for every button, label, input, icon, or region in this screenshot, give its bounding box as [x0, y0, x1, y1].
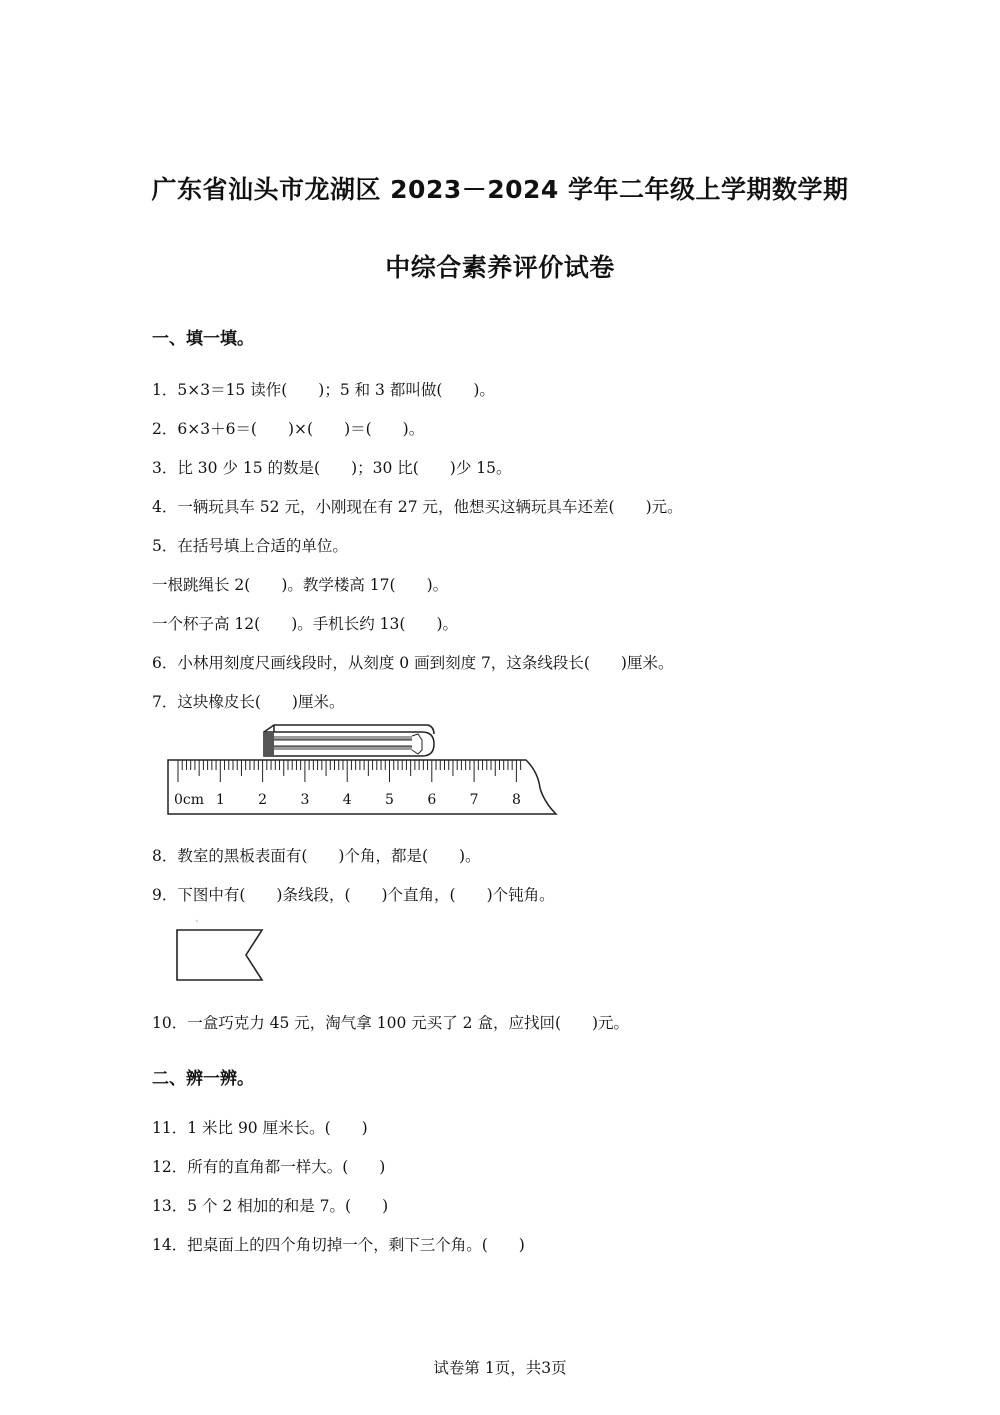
exam-title-line-2: 中综合素养评价试卷 [385, 253, 615, 282]
question-7: 7．这块橡皮长( )厘米。 [152, 693, 345, 711]
question-6: 6．小林用刻度尺画线段时，从刻度 0 画到刻度 7，这条线段长( )厘米。 [152, 654, 674, 672]
question-14: 14．把桌面上的四个角切掉一个，剩下三个角。( ) [152, 1236, 525, 1254]
question-9: 9．下图中有( )条线段，( )个直角，( )个钝角。 [152, 886, 555, 904]
question-2: 2．6×3＋6＝( )×( )＝( )。 [152, 420, 425, 438]
flag-shape [177, 930, 262, 980]
question-5: 5．在括号填上合适的单位。 [152, 537, 348, 555]
stray-mark [196, 920, 198, 922]
exam-title-line-1: 广东省汕头市龙湖区 2023－2024 学年二年级上学期数学期 [151, 175, 849, 204]
question-4: 4．一辆玩具车 52 元，小刚现在有 27 元，他想买这辆玩具车还差( )元。 [152, 498, 683, 516]
ruler [168, 760, 556, 814]
question-3: 3．比 30 少 15 的数是( )；30 比( )少 15。 [152, 459, 512, 477]
ruler-label: 8 [511, 792, 521, 808]
page-footer: 试卷第 1页，共3页 [433, 1359, 567, 1377]
question-8: 8．教室的黑板表面有( )个角，都是( )。 [152, 847, 481, 865]
question-13: 13．5 个 2 相加的和是 7。( ) [152, 1197, 389, 1215]
question-1: 1．5×3＝15 读作( )；5 和 3 都叫做( )。 [152, 381, 495, 399]
eraser [264, 725, 434, 756]
section-heading-fill: 一、填一填。 [152, 329, 254, 349]
section-heading-judge: 二、辨一辨。 [152, 1069, 254, 1089]
ruler-label: 6 [427, 792, 437, 808]
ruler-eraser-figure [160, 722, 570, 822]
question-10: 10．一盒巧克力 45 元，淘气拿 100 元买了 2 盒，应找回( )元。 [152, 1014, 630, 1032]
ruler-label: 3 [300, 792, 310, 808]
question-11: 11．1 米比 90 厘米长。( ) [152, 1119, 368, 1137]
question-5-line-a: 一根跳绳长 2( )。教学楼高 17( )。 [152, 576, 449, 594]
ruler-label: 0cm [174, 792, 205, 808]
question-5-line-b: 一个杯子高 12( )。手机长约 13( )。 [152, 615, 458, 633]
ruler-label: 7 [469, 792, 479, 808]
ruler-label: 5 [385, 792, 394, 808]
ruler-label: 4 [342, 792, 352, 808]
ruler-label: 1 [215, 792, 225, 808]
pentagon-flag-figure [172, 918, 272, 988]
ruler-label: 2 [258, 792, 268, 808]
question-12: 12．所有的直角都一样大。( ) [152, 1158, 386, 1176]
